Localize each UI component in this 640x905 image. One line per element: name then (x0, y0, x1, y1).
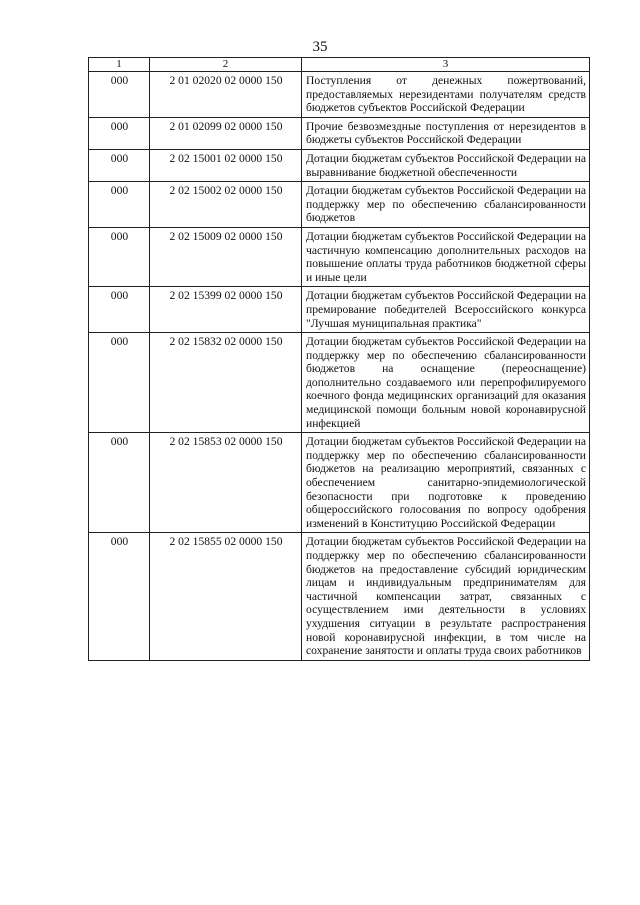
revenue-name-cell: Дотации бюджетам субъектов Российской Федерации на поддержку мер по обеспечению сбалансированности бюджетов на предоставление субсидий юридическим лицам и индивидуальным предпринимателям для частичной компенсации затрат, связанных с осуществлением ими деятельности в условиях ухудшения ситуации в результате распространения новой коронавирусной инфекции, в том числе на сохранение занятости и оплаты труда своих работников (302, 533, 590, 660)
admin-code-cell: 000 (89, 149, 150, 181)
column-header-3: 3 (302, 58, 590, 72)
table-row (89, 287, 590, 333)
budget-code-cell: 2 02 15001 02 0000 150 (150, 149, 302, 181)
table-row (89, 333, 590, 433)
budget-code-cell: 2 01 02020 02 0000 150 (150, 72, 302, 118)
column-header-2: 2 (150, 58, 302, 72)
revenue-name-cell: Прочие безвозмездные поступления от нерезидентов в бюджеты субъектов Российской Федерации (302, 117, 590, 149)
table-header-row (89, 58, 590, 72)
table-row (89, 117, 590, 149)
admin-code-cell: 000 (89, 333, 150, 433)
table-row (89, 182, 590, 228)
column-header-1: 1 (89, 58, 150, 72)
revenue-name-cell: Дотации бюджетам субъектов Российской Федерации на частичную компенсацию дополнительных расходов на повышение оплаты труда работников бюджетной сферы и иные цели (302, 227, 590, 286)
admin-code-cell: 000 (89, 117, 150, 149)
budget-code-cell: 2 02 15399 02 0000 150 (150, 287, 302, 333)
budget-code-cell: 2 02 15002 02 0000 150 (150, 182, 302, 228)
table-row (89, 227, 590, 286)
revenue-name-cell: Дотации бюджетам субъектов Российской Федерации на выравнивание бюджетной обеспеченности (302, 149, 590, 181)
table-row (89, 72, 590, 118)
budget-code-cell: 2 02 15853 02 0000 150 (150, 433, 302, 533)
admin-code-cell: 000 (89, 227, 150, 286)
revenue-name-cell: Поступления от денежных пожертвований, предоставляемых нерезидентами получателям средств бюджетов субъектов Российской Федерации (302, 72, 590, 118)
revenue-name-cell: Дотации бюджетам субъектов Российской Федерации на поддержку мер по обеспечению сбалансированности бюджетов на реализацию мероприятий, связанных с обеспечением санитарно-эпидемиологической безопасности при подготовке к проведению общероссийского голосования по вопросу одобрения изменений в Конституцию Российской Федерации (302, 433, 590, 533)
page-number: 35 (312, 39, 328, 55)
budget-code-cell: 2 01 02099 02 0000 150 (150, 117, 302, 149)
revenue-name-cell: Дотации бюджетам субъектов Российской Федерации на поддержку мер по обеспечению сбалансированности бюджетов (302, 182, 590, 228)
budget-codes-table (88, 57, 590, 661)
budget-code-cell: 2 02 15832 02 0000 150 (150, 333, 302, 433)
table-row (89, 149, 590, 181)
admin-code-cell: 000 (89, 433, 150, 533)
budget-code-cell: 2 02 15009 02 0000 150 (150, 227, 302, 286)
table-row (89, 433, 590, 533)
table-row (89, 533, 590, 660)
revenue-name-cell: Дотации бюджетам субъектов Российской Федерации на поддержку мер по обеспечению сбалансированности бюджетов на оснащение (переоснащение) дополнительно создаваемого или перепрофилируемого коечного фонда медицинских организаций для оказания медицинской помощи больным новой коронавирусной инфекцией (302, 333, 590, 433)
budget-code-cell: 2 02 15855 02 0000 150 (150, 533, 302, 660)
admin-code-cell: 000 (89, 182, 150, 228)
revenue-name-cell: Дотации бюджетам субъектов Российской Федерации на премирование победителей Всероссийского конкурса "Лучшая муниципальная практика" (302, 287, 590, 333)
admin-code-cell: 000 (89, 72, 150, 118)
admin-code-cell: 000 (89, 287, 150, 333)
admin-code-cell: 000 (89, 533, 150, 660)
